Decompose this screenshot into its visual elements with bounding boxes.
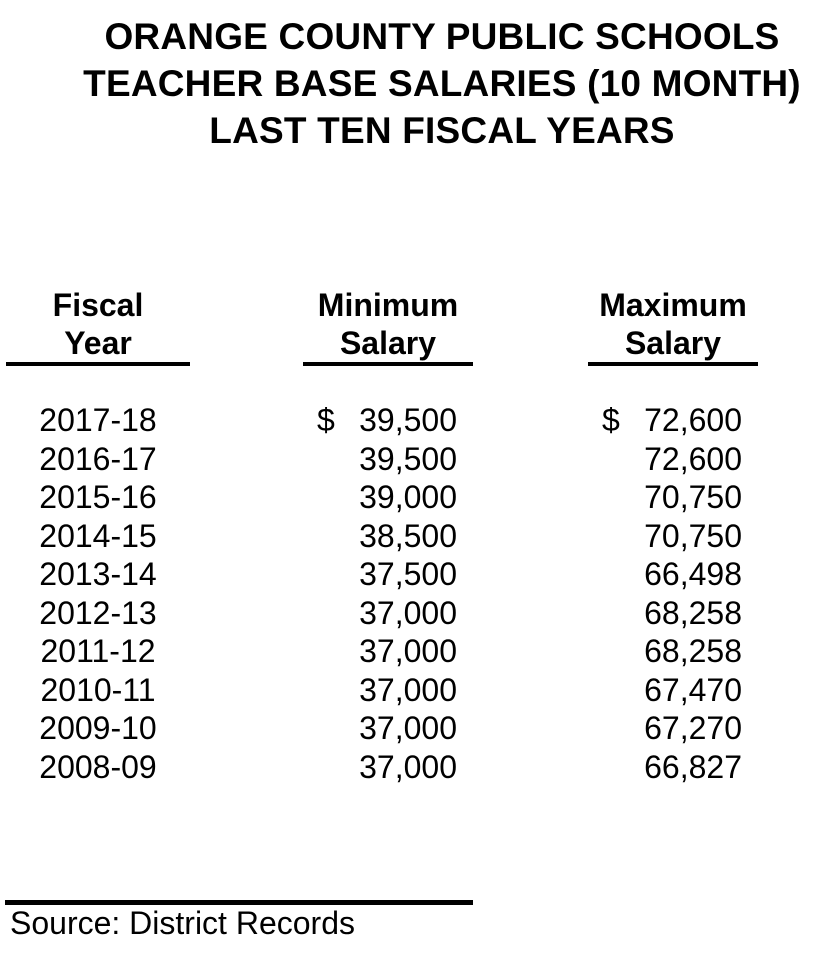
table-row	[0, 555, 824, 594]
salary-amount: 72,600	[644, 402, 742, 438]
column-header-fiscal-year	[6, 286, 190, 366]
salary-amount: 39,500	[359, 440, 457, 477]
salary-amount: 70,750	[644, 517, 742, 554]
column-header-minimum-salary-line-2: Salary	[339, 325, 437, 361]
table-row	[0, 632, 824, 671]
maximum-salary-cell	[588, 517, 758, 556]
minimum-salary-cell	[303, 440, 473, 479]
column-header-maximum-salary-line-2: Salary	[624, 325, 722, 361]
fiscal-year-cell: 2017-18	[39, 402, 157, 438]
salary-amount: 39,000	[359, 479, 457, 515]
column-header-maximum-salary	[588, 286, 758, 366]
minimum-salary-cell	[303, 401, 473, 440]
minimum-salary-cell	[303, 478, 473, 517]
fiscal-year-cell: 2016-17	[39, 440, 157, 477]
salary-amount: 68,258	[644, 633, 742, 669]
table-row	[0, 401, 824, 440]
salary-amount: 38,500	[359, 517, 457, 554]
fiscal-year-cell: 2009-10	[39, 710, 157, 746]
salary-amount: 37,000	[359, 748, 457, 785]
table-row	[0, 748, 824, 787]
title-line-1: ORANGE COUNTY PUBLIC SCHOOLS	[104, 16, 780, 57]
minimum-salary-cell	[303, 709, 473, 748]
fiscal-year-cell: 2014-15	[39, 517, 157, 554]
maximum-salary-cell	[588, 440, 758, 479]
minimum-salary-cell	[303, 594, 473, 633]
table-body	[0, 401, 824, 786]
dollar-sign: $	[317, 402, 335, 438]
title-line-3: LAST TEN FISCAL YEARS	[209, 110, 675, 151]
fiscal-year-cell: 2011-12	[40, 633, 156, 669]
title-line-2: TEACHER BASE SALARIES (10 MONTH)	[83, 63, 801, 104]
salary-amount: 37,500	[359, 556, 457, 592]
maximum-salary-cell	[588, 671, 758, 710]
table-row	[0, 478, 824, 517]
salary-amount: 66,827	[644, 748, 742, 785]
column-header-minimum-salary-line-1: Minimum	[317, 287, 459, 323]
fiscal-year-cell: 2008-09	[39, 748, 157, 785]
minimum-salary-cell	[303, 748, 473, 787]
salary-amount: 67,270	[644, 710, 742, 746]
fiscal-year-cell: 2010-11	[40, 671, 156, 708]
salary-amount: 37,000	[359, 633, 457, 669]
salary-amount: 70,750	[644, 479, 742, 515]
table-row	[0, 594, 824, 633]
table-row	[0, 517, 824, 556]
minimum-salary-cell	[303, 555, 473, 594]
fiscal-year-cell: 2012-13	[39, 594, 157, 631]
table-row	[0, 671, 824, 710]
salary-amount: 39,500	[359, 402, 457, 438]
maximum-salary-cell	[588, 478, 758, 517]
dollar-sign: $	[602, 402, 620, 438]
fiscal-year-cell: 2015-16	[39, 479, 157, 515]
minimum-salary-cell	[303, 632, 473, 671]
column-header-fiscal-year-line-1: Fiscal	[52, 287, 144, 323]
salary-amount: 72,600	[644, 440, 742, 477]
maximum-salary-cell	[588, 709, 758, 748]
column-header-maximum-salary-line-1: Maximum	[599, 287, 747, 323]
maximum-salary-cell	[588, 555, 758, 594]
minimum-salary-cell	[303, 671, 473, 710]
salary-amount: 66,498	[644, 556, 742, 592]
maximum-salary-cell	[588, 632, 758, 671]
minimum-salary-cell	[303, 517, 473, 556]
document-title	[0, 13, 824, 154]
column-header-fiscal-year-line-2: Year	[64, 325, 132, 361]
salary-amount: 37,000	[359, 594, 457, 631]
table-row	[0, 709, 824, 748]
table-row	[0, 440, 824, 479]
fiscal-year-cell: 2013-14	[39, 556, 157, 592]
column-header-minimum-salary	[303, 286, 473, 366]
source-note: Source: District Records	[10, 905, 355, 941]
salary-amount: 68,258	[644, 594, 742, 631]
salary-amount: 37,000	[359, 671, 457, 708]
maximum-salary-cell	[588, 594, 758, 633]
maximum-salary-cell	[588, 748, 758, 787]
salary-amount: 37,000	[359, 710, 457, 746]
salary-amount: 67,470	[644, 671, 742, 708]
maximum-salary-cell	[588, 401, 758, 440]
